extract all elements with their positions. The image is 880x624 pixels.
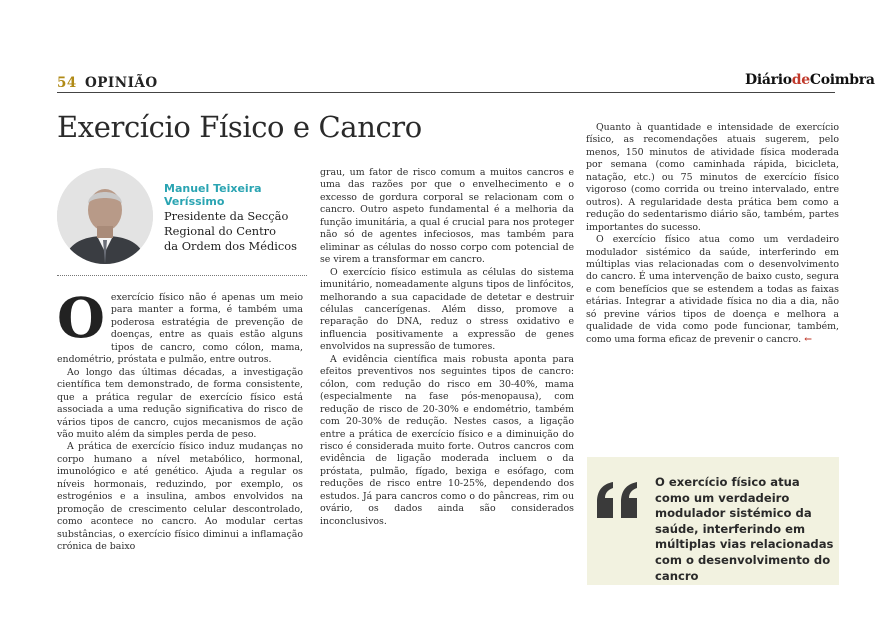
paragraph-1: exercício físico não é apenas um meio para manter a forma, é também uma poderosa estratégia de prevenção de doenças, entre as quais estão alguns tipos de cancro, como cólon, mama, endométrio, próstata e pulmão, entre outros. bbox=[57, 292, 303, 366]
author-role-line-1: Presidente da Secção bbox=[164, 209, 289, 223]
header-rule bbox=[57, 92, 835, 93]
column-1 bbox=[57, 285, 303, 554]
paragraph-8-wrapper bbox=[586, 234, 839, 346]
paragraph-2: Ao longo das últimas décadas, a investigação científica tem demonstrado, de forma consistente, que a prática regular de exercício físico está associada a uma redução significativa do risco de vários tipos de cancro, cujos mecanismos de ação vão muito além da simples perda de peso. bbox=[57, 366, 303, 440]
paragraph-6: A evidência científica mais robusta aponta para efeitos preventivos nos seguintes tipos de cancro: cólon, com redução do risco em 30-40%, mama (especialmente na fase pós-menopausa), com redução de risco de 20-30% e endométrio, também com 20-30% de redução. Nestes casos, a ligação entre a prática de exercício físico e a diminuição do risco é considerada muito forte. Outros cancros com evidência de ligação moderada incluem o da próstata, pulmão, fígado, bexiga e esófago, com reduções de risco entre 10-25%, dependendo dos estudos. Já para cancros como o do pâncreas, rim ou ovário, os dados ainda são considerados inconclusivos. bbox=[320, 353, 574, 527]
article-title: Exercício Físico e Cancro bbox=[57, 110, 422, 144]
author-role-line-3: da Ordem dos Médicos bbox=[164, 239, 297, 253]
pullquote-text: O exercício físico atua como um verdadeiro modulador sistémico da saúde, interferindo em múltiplas vias relacionadas com o desenvolvimento do cancro bbox=[655, 475, 834, 583]
author-block bbox=[164, 182, 304, 253]
quote-icon bbox=[593, 480, 645, 524]
author-divider bbox=[57, 275, 307, 276]
page-header bbox=[57, 75, 158, 91]
column-3 bbox=[586, 122, 839, 346]
page-number: 54 bbox=[57, 75, 77, 91]
author-role-line-2: Regional do Centro bbox=[164, 224, 276, 238]
logo-part-1: Diário bbox=[745, 72, 792, 88]
paragraph-8: O exercício físico atua como um verdadeiro modulador sistémico da saúde, interferindo em múltiplas vias relacionadas com o desenvolvimento do cancro. É uma intervenção de baixo custo, segura e com benefícios que se estendem a todas as faixas etárias. Integrar a atividade física no dia a dia, não só previne vários tipos de doença e melhora a qualidade de vida como pode funcionar, também, como uma forma eficaz de prevenir o cancro. bbox=[586, 234, 839, 345]
logo-part-3: Coimbra bbox=[809, 72, 875, 88]
paragraph-4: grau, um fator de risco comum a muitos cancros e uma das razões por que o envelhecimento e o excesso de gordura corporal se relacionam com o cancro. Outro aspeto fundamental é a melhoria da função imunitária, a qual é crucial para nos proteger não só de agentes infeciosos, mas também para eliminar as células do nosso corpo com potencial de se virem a transformar em cancro. bbox=[320, 167, 574, 266]
column-2 bbox=[320, 167, 574, 528]
paragraph-7: Quanto à quantidade e intensidade de exercício físico, as recomendações atuais sugerem, pelo menos, 150 minutos de atividade física moderada por semana (como caminhada rápida, bicicleta, natação, etc.) ou 75 minutos de exercício físico vigoroso (como corrida ou treino intervalado, entre outros). A regularidade desta prática bem como a redução do sedentarismo diário são, também, partes importantes do sucesso. bbox=[586, 122, 839, 233]
arrow-left-icon: ← bbox=[804, 333, 812, 345]
author-name-line-2: Veríssimo bbox=[164, 195, 225, 208]
drop-cap: O bbox=[57, 285, 105, 350]
author-photo bbox=[57, 168, 153, 264]
portrait-image bbox=[57, 168, 153, 264]
paragraph-5: O exercício físico estimula as células do sistema imunitário, nomeadamente alguns tipos de linfócitos, melhorando a sua capacidade de detetar e destruir células cancerígenas. Além disso, promove a reparação do DNA, reduz o stress oxidativo e influencia positivamente a expressão de genes envolvidos na supressão de tumores. bbox=[320, 266, 574, 353]
logo-part-2: de bbox=[791, 72, 810, 88]
author-name-line-1: Manuel Teixeira bbox=[164, 182, 262, 195]
section-label: OPINIÃO bbox=[85, 75, 158, 91]
newspaper-logo bbox=[745, 72, 875, 88]
paragraph-3: A prática de exercício físico induz mudanças no corpo humano a nível metabólico, hormonal, imunológico e até genético. Ajuda a regular os níveis hormonais, reduzindo, por exemplo, os estrogénios e a insulina, ambos envolvidos na promoção de crescimento celular descontrolado, como acontece no cancro. Ao modular certas substâncias, o exercício físico diminui a inflamação crónica de baixo bbox=[57, 441, 303, 553]
